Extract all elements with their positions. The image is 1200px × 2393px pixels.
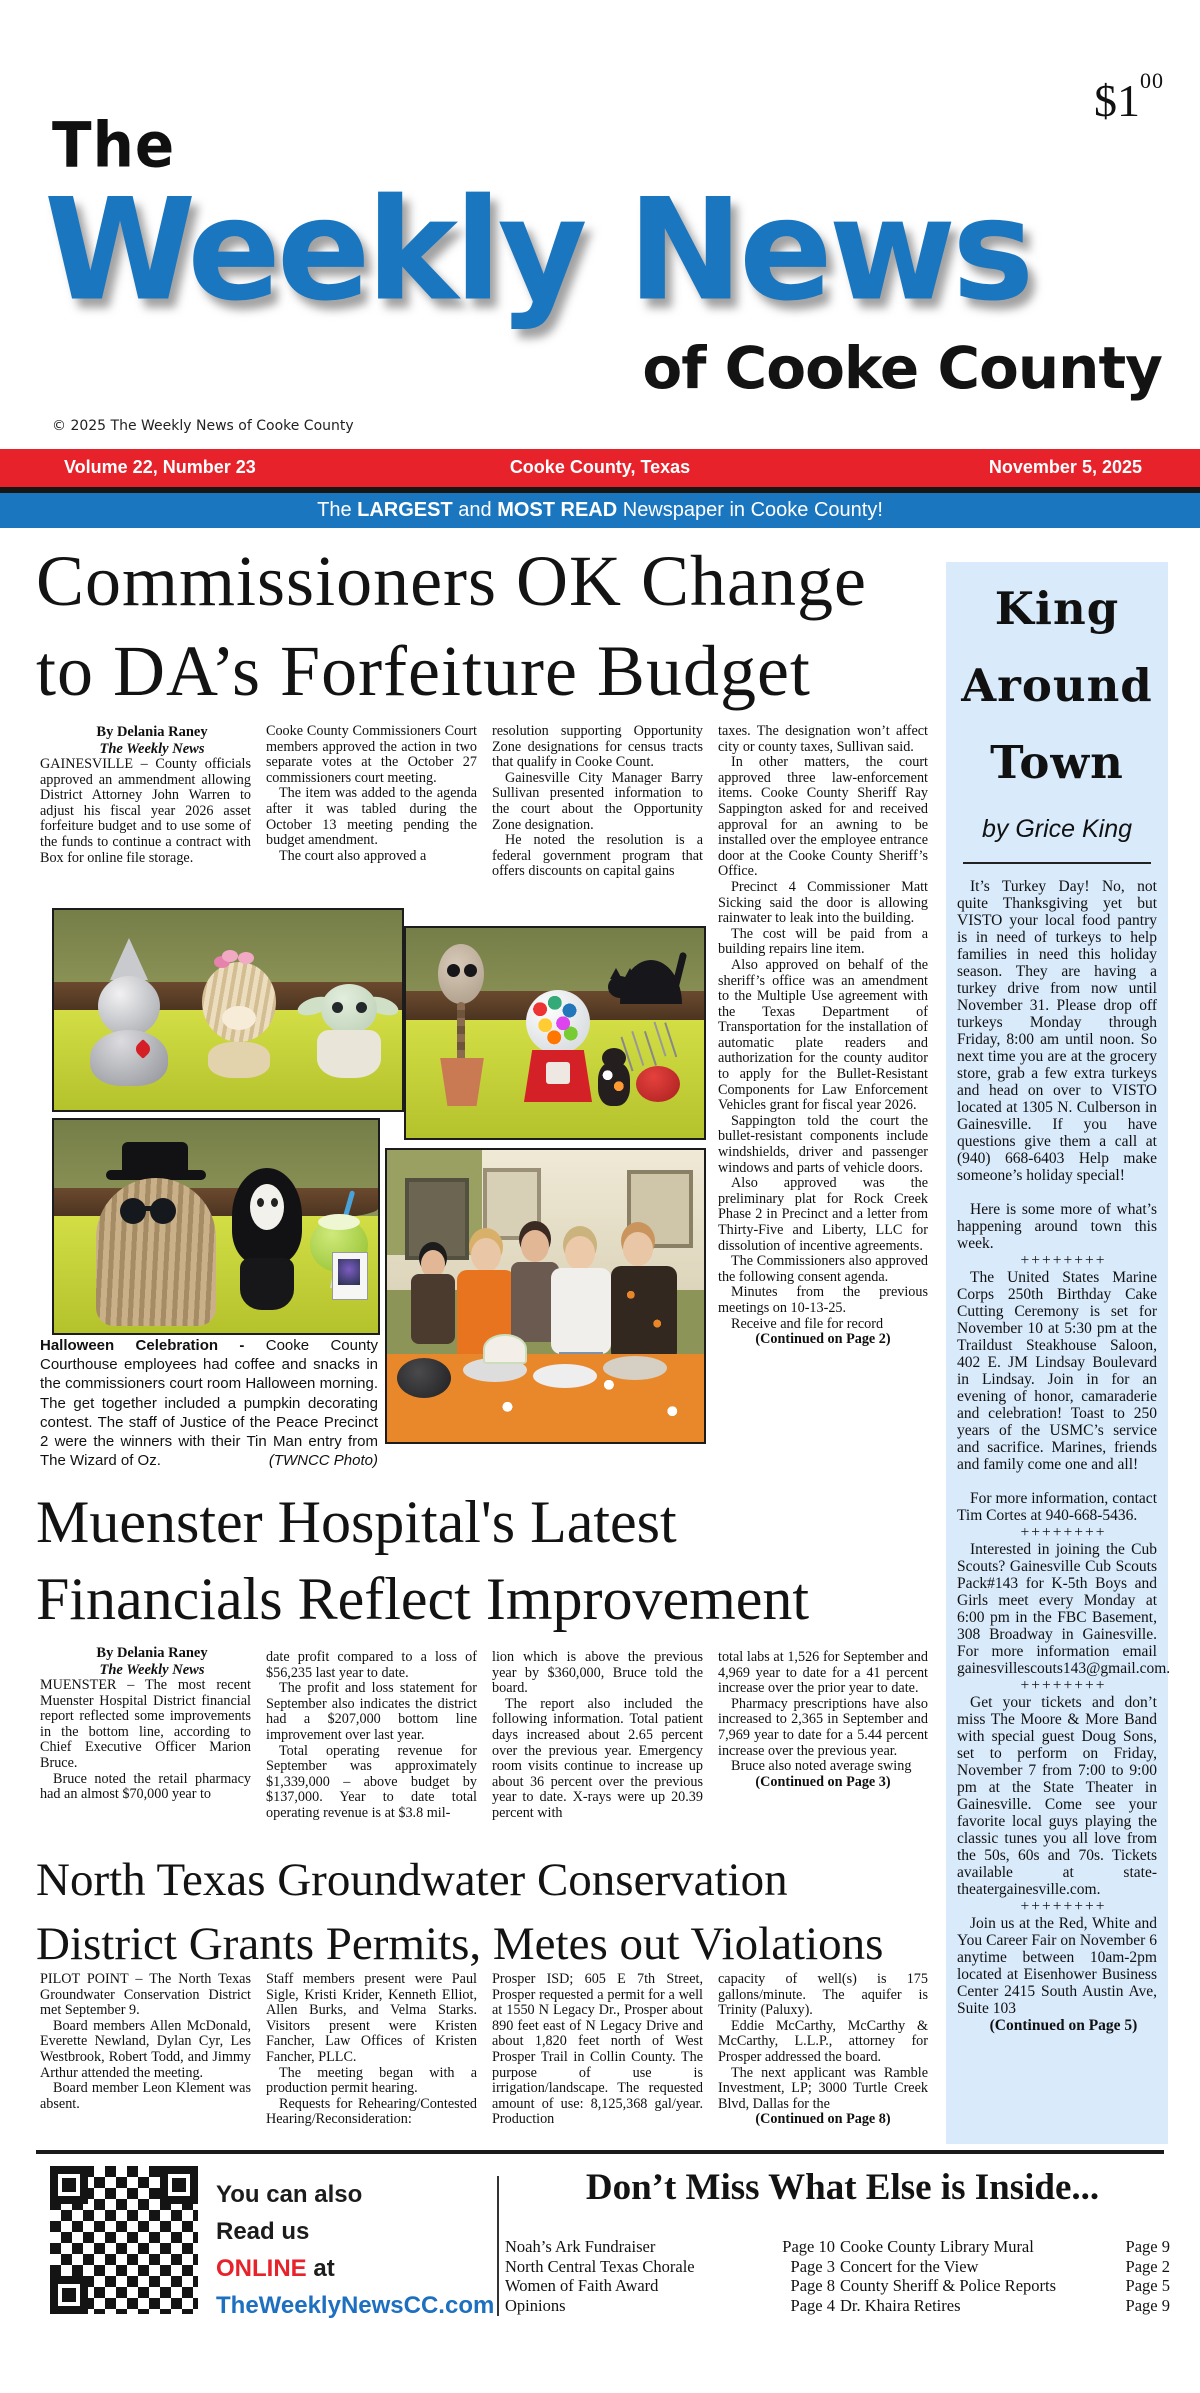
sidebar-body: [946, 870, 1171, 2034]
cousin-itt-figure: [82, 1142, 232, 1327]
top-hat-icon: [122, 1142, 188, 1172]
hospital-headline-line2: Financials Reflect Improvement: [36, 1566, 810, 1632]
photo-tin-man-table: [52, 908, 404, 1112]
inside-index-title: Don’t Miss What Else is Inside...: [585, 2167, 1100, 2208]
groundwater-paragraph: Prosper ISD; 605 E 7th Street, Prosper requested a permit for a well at 1550 N Legacy Dr., Prosper about 890 feet east of N Legacy Drive and about 1,820 feet north of West Prosper Trail in Collin County. The purpose of use is irrigation/landscape. The requested amount of use: 8,125,368 gal/year. Production: [492, 1971, 703, 2128]
sidebar-title-line1: King: [994, 582, 1120, 635]
doll-face: [222, 1006, 256, 1030]
sidebar-paragraph: It’s Turkey Day! No, not quite Thanksgiving yet but VISTO your local food pantry is in need of turkeys to help families in need this holiday season. They are having a turkey drive from now until November 31. Please drop off turkeys Monday through Friday, 8:00 am until noon. So next time you are at the grocery store, grab a few extra turkeys and head on over to VISTO located at 1305 N. Culberson in Gainesville. If you have questions give them a call at (940) 668-6403 Help make someone’s holiday special!: [957, 878, 1157, 1184]
caption-lead-in: Halloween Celebration -: [40, 1337, 245, 1354]
at-word: at: [306, 2255, 335, 2282]
groundwater-column-2: [266, 1972, 477, 2128]
lead-paragraph: He noted the resolution is a federal government program that offers discounts on capital gains: [492, 832, 703, 880]
sunglasses-icon: [120, 1198, 146, 1224]
terracotta-pot: [436, 1058, 488, 1106]
read-online-line3: [216, 2250, 494, 2287]
hospital-paragraph: The profit and loss statement for September also indicates the district had a $207,000 bottom line improvement over last year.: [266, 1680, 477, 1743]
cat-ear-left: [610, 968, 622, 979]
footer-divider: [497, 2176, 499, 2316]
gumball-label: [546, 1062, 570, 1084]
index-page: Page 9: [1125, 2237, 1170, 2256]
banner-location: Cooke County, Texas: [509, 457, 691, 477]
sidebar-separator: ++++++++: [1020, 1898, 1107, 1915]
lead-paragraph: Also approved was the preliminary plat for Rock Creek Phase 2 in Precinct and a letter from Thirty-Five and Liberty, LLC for dissolution of incentive agreements.: [718, 1175, 928, 1254]
hospital-paragraph: Bruce also noted average swing: [731, 1758, 912, 1775]
black-cat-figure: [602, 946, 692, 1016]
groundwater-paragraph: Staff members present were Paul Sigle, Kristi Krider, Kenneth Elliot, Allen Burks, and Velma Starks. Visitors present were Kristen Fancher, Law Offices of Kristen Fancher, PLLC.: [266, 1971, 477, 2065]
byline-org: The Weekly News: [99, 1661, 205, 1678]
hospital-paragraph: date profit compared to a loss of $56,235 last year to date.: [266, 1649, 477, 1681]
index-title: Opinions: [505, 2295, 566, 2315]
tin-man-figure: [84, 938, 174, 1088]
tagline-banner: [0, 493, 1200, 528]
cat-ear-right: [624, 968, 636, 979]
hospital-paragraph: lion which is above the previous year by $360,000, Bruce told the board.: [492, 1649, 703, 1697]
groundwater-column-3: [492, 1972, 703, 2128]
tin-body: [90, 1030, 168, 1086]
index-title: Women of Faith Award: [505, 2276, 659, 2295]
index-page: Page 10: [782, 2237, 835, 2256]
tagline-mid: and: [452, 499, 498, 521]
sidebar-paragraph: Interested in joining the Cub Scouts? Gainesville Cub Scouts Pack#143 for K-5th Boys and Girls meet every Monday at 6:00 pm in the FBC Basement, 308 Broadway in Gainesville. For more information email gainesvillescouts143@gmail.com.: [957, 1541, 1171, 1677]
index-page: Page 5: [1125, 2276, 1170, 2295]
yoda-head: [321, 984, 377, 1034]
hospital-column-3: [492, 1650, 703, 1822]
qr-finder-icon: [50, 2276, 88, 2314]
hospital-byline: [40, 1645, 251, 1678]
hospital-paragraph: The report also included the following information. Total patient days increased about 2.65 percent over the previous year. Emergency room visits continue to increase up about 36 percent over the previous year to date. X-rays were up 20.39 percent with: [492, 1695, 703, 1821]
floral-top-person: [611, 1266, 677, 1362]
sunglasses-bridge: [144, 1206, 166, 1211]
photo-prop-card: [332, 1252, 368, 1300]
index-title: Cooke County Library Mural: [840, 2237, 1034, 2256]
index-title: County Sheriff & Police Reports: [840, 2276, 1057, 2295]
lead-paragraph: In other matters, the court approved three law-enforcement items. Cooke County Sheriff Ray Sappington asked for and received approval for an awning to be installed over the employee entrance door at the Cooke County Sheriff’s Office.: [718, 754, 928, 880]
groundwater-headline-line1: North Texas Groundwater Conservation: [36, 1854, 788, 1906]
sidebar-paragraph: Get your tickets and don’t miss The Moore & More Band with special guest Doug Sons, set to perform on Friday, November 7 from 7:00 to 9:00 pm at the State Theater in Gainesville. Come see your favorite local guys playing the classic tunes you all love from the 50s, 60s and 70s. Tickets available at state-theatergainesville.com.: [957, 1694, 1157, 1898]
continued-notice: (Continued on Page 3): [755, 1773, 891, 1790]
index-title: North Central Texas Chorale: [505, 2256, 695, 2276]
index-row: [840, 2276, 1170, 2296]
index-row: [505, 2276, 835, 2296]
hospital-headline-line1: Muenster Hospital's Latest: [36, 1489, 677, 1555]
sidebar-paragraph: For more information, contact Tim Cortes at 940-668-5436.: [957, 1490, 1157, 1524]
cake-dome: [483, 1334, 527, 1364]
mop-doll-figure: [194, 948, 284, 1088]
lead-column-1: [40, 724, 251, 866]
lead-paragraph: Also approved on behalf of the sheriff’s office was an amendment to the Multiple Use agreement with the Texas Department of Transportation for the installation of automatic plate readers and authorization for the county auditor to apply for the Bullet-Resistant Components for Law Enforcement Vehicles grant for fiscal year 2026.: [718, 956, 928, 1114]
index-row: [505, 2296, 835, 2316]
lead-paragraph: The Commissioners also approved the following consent agenda.: [718, 1253, 928, 1285]
price-cents: 00: [1140, 68, 1164, 93]
tagline-pre: The: [317, 499, 358, 521]
sidebar-separator: ++++++++: [1020, 1677, 1107, 1694]
lead-paragraph: Gainesville City Manager Barry Sullivan presented information to the court about the Opportunity Zone designation.: [492, 769, 703, 833]
lead-paragraph: resolution supporting Opportunity Zone designations for census tracts that qualify in Cooke Count.: [492, 723, 703, 771]
lead-byline: [40, 724, 251, 757]
lead-headline-line2: to DA’s Forfeiture Budget: [36, 631, 811, 711]
price-label: $\$1^{00}$: [1094, 68, 1164, 126]
byline-name: By Delania Raney: [96, 724, 208, 740]
tin-head: [98, 976, 160, 1036]
index-row: [840, 2237, 1170, 2257]
hospital-paragraph: Total operating revenue for September was approximately $1,339,000 – above budget by $137,000. Year to date total operating revenue is at $3.8 mil-: [266, 1742, 477, 1821]
lead-paragraph: Minutes from the previous meetings on 10-13-25.: [718, 1284, 928, 1316]
index-title: Dr. Khaira Retires: [840, 2295, 961, 2315]
read-online-line1: You can also: [216, 2181, 363, 2208]
hospital-paragraph: MUENSTER – The most recent Muenster Hospital District financial report reflected some improvements in the bottom line, according to Chief Executive Officer Marion Bruce.: [40, 1677, 251, 1771]
wednesday-figure: [224, 1168, 310, 1318]
doll-head: [602, 1048, 626, 1068]
white-face: [250, 1184, 284, 1230]
photo-credit: (TWNCC Photo): [268, 1452, 378, 1470]
mop-head: [202, 962, 276, 1042]
inside-index-left: [505, 2237, 835, 2315]
groundwater-paragraph: Board member Leon Klement was absent.: [40, 2080, 251, 2112]
issue-banner: [0, 449, 1200, 487]
lead-paragraph: Receive and file for record: [731, 1315, 884, 1332]
groot-pumpkin-figure: [422, 944, 502, 1114]
issue-date: November 5, 2025: [988, 457, 1142, 477]
sidebar-paragraph: Join us at the Red, White and You Career Fair on November 6 anytime between 10am-2pm located at Eisenhower Business Center 2415 South Austin Ave, Suite 103: [957, 1915, 1157, 2017]
lead-headline: [36, 536, 867, 716]
hospital-column-4: [718, 1650, 928, 1790]
drink-foam: [318, 1214, 360, 1230]
cat-tail: [672, 952, 688, 989]
card-art: [338, 1259, 360, 1285]
lead-paragraph: The cost will be paid from a building repairs line item.: [718, 925, 928, 958]
doll-eyes: [257, 1198, 264, 1207]
hospital-paragraph: Bruce noted the retail pharmacy had an almost $70,000 year to: [40, 1770, 251, 1803]
hay-base: [208, 1042, 270, 1078]
groundwater-paragraph: The meeting began with a production permit hearing.: [266, 2064, 477, 2097]
white-sweatshirt-person: [551, 1268, 611, 1354]
website-link[interactable]: TheWeeklyNewsCC.com: [216, 2292, 495, 2319]
sidebar-byline: by Grice King: [981, 815, 1133, 843]
index-page: Page 3: [790, 2256, 835, 2276]
tagline-largest: LARGEST: [357, 499, 453, 521]
yoda-eyes: [332, 1002, 343, 1013]
groundwater-paragraph: Eddie McCarthy, McCarthy & McCarthy, L.L.P., attorney for Prosper addressed the board.: [718, 2017, 928, 2065]
lead-paragraph: Precinct 4 Commissioner Matt Sicking said the door is allowing rainwater to leak into the building.: [718, 878, 928, 927]
king-around-town-sidebar: [946, 562, 1171, 2144]
groundwater-headline-line2: District Grants Permits, Metes out Violations: [36, 1918, 884, 1970]
groundwater-column-1: [40, 1972, 251, 2112]
sidebar-separator: ++++++++: [1020, 1524, 1107, 1541]
index-row: [505, 2237, 835, 2257]
copyright-line: © 2025 The Weekly News of Cooke County: [52, 418, 354, 434]
photo-groot-gumball: [404, 926, 706, 1140]
tagline-most-read: MOST READ: [497, 499, 618, 521]
index-page: Page 9: [1125, 2295, 1170, 2315]
mop-strands: [96, 1178, 216, 1326]
photo-caption: [40, 1336, 378, 1470]
qr-finder-icon: [160, 2166, 198, 2204]
sidebar-title: [946, 570, 1168, 801]
gumball-machine-figure: [518, 990, 598, 1110]
hospital-column-1: [40, 1645, 251, 1803]
tomato-cushion: [636, 1066, 680, 1102]
groot-head: [438, 944, 484, 1004]
groundwater-paragraph: Requests for Rehearing/Contested Hearing/Reconsideration:: [266, 2095, 477, 2128]
hospital-column-2: [266, 1650, 477, 1822]
lead-paragraph: The item was added to the agenda after it was tabled during the October 13 meeting pending the budget amendment.: [266, 785, 477, 849]
qr-finder-icon: [50, 2166, 88, 2204]
background-person: [411, 1274, 455, 1344]
person-head-blonde: [471, 1238, 501, 1272]
lead-paragraph: GAINESVILLE – County officials approved an ammendment allowing District Attorney John Warren to adjust his fiscal year 2026 asset forfeiture budget and to use some of the funds to continue a contract with Box for online file storage.: [40, 756, 251, 866]
black-dress: [240, 1258, 294, 1310]
lead-headline-line1: Commissioners OK Change: [36, 541, 867, 621]
groundwater-column-4: [718, 1972, 928, 2128]
index-title: Noah’s Ark Fundraiser: [505, 2237, 656, 2256]
yoda-robe: [317, 1030, 381, 1078]
inside-index-right: [840, 2237, 1170, 2315]
qr-code: [50, 2166, 198, 2314]
gumball-dome: [526, 990, 590, 1054]
calico-cat-doll: [592, 1048, 636, 1110]
read-online-line2: Read us: [216, 2218, 310, 2245]
read-online-block: [216, 2176, 494, 2324]
group-photo-people: [387, 1220, 704, 1370]
masthead-title: Weekly News: [44, 168, 1031, 333]
groundwater-paragraph: capacity of well(s) is 175 gallons/minute. The aquifer is Trinity (Paluxy).: [718, 1971, 928, 2019]
online-word: ONLINE: [216, 2255, 307, 2282]
funnel-hat-icon: [110, 938, 148, 980]
sidebar-separator: ++++++++: [1020, 1252, 1107, 1269]
continued-notice: (Continued on Page 5): [989, 2017, 1138, 2034]
groundwater-paragraph: Board members Allen McDonald, Everette Newland, Dylan Cyr, Les Westbrook, Robert Todd, and Jimmy Arthur attended the meeting.: [40, 2017, 251, 2081]
index-row: [505, 2257, 835, 2277]
sidebar-title-line3: Town: [990, 736, 1124, 789]
index-page: Page 2: [1125, 2256, 1170, 2276]
lead-paragraph: taxes. The designation won’t affect city or county taxes, Sullivan said.: [718, 723, 928, 755]
index-title: Concert for the View: [840, 2256, 979, 2276]
crock-pot: [397, 1358, 451, 1398]
sidebar-divider: [963, 862, 1151, 864]
caption-text: Cooke County Courthouse employees had coffee and snacks in the commissioners court room Halloween morning. The get together included a pumpkin decorating contest. The staff of Justice of the Peace Precinct 2 were the winners with their Tin Man entry from The Wizard of Oz.: [40, 1337, 378, 1470]
groundwater-paragraph: The next applicant was Ramble Investment, LP; 3000 Turtle Creek Blvd, Dallas for the: [718, 2064, 928, 2112]
hospital-paragraph: total labs at 1,526 for September and 4,969 year to date for a 41 percent increase over the prior year to date.: [718, 1649, 928, 1697]
index-row: [840, 2257, 1170, 2277]
person-head-dark: [521, 1230, 549, 1262]
tagline-post: Newspaper in Cooke County!: [617, 499, 883, 521]
groot-stem: [457, 1002, 465, 1064]
person-head-auburn: [623, 1232, 653, 1266]
yoda-pumpkin-figure: [299, 972, 399, 1092]
person-head-glasses: [565, 1236, 595, 1270]
sidebar-paragraph: The United States Marine Corps 250th Birthday Cake Cutting Ceremony is set for November 10 at 5:30 pm at the Traildust Steakhouse Saloon, 402 E. JM Lindsay Boulevard in Lindsay. Join in for an evening of honor, camaraderie and celebration! Toast to 250 years of the USMC’s service and sacrifice. Marines, friends and family come one and all!: [957, 1269, 1157, 1473]
masthead-subtitle: of Cooke County: [642, 334, 1162, 402]
hospital-headline: [36, 1484, 809, 1638]
groundwater-paragraph: PILOT POINT – The North Texas Groundwater Conservation District met September 9.: [40, 1971, 251, 2019]
hospital-paragraph: Pharmacy prescriptions have also increased to 2,365 in September and 7,969 year to date for a 5.44 percent increase over the previous year.: [718, 1695, 928, 1759]
index-page: Page 8: [790, 2276, 835, 2295]
groot-eyes: [447, 964, 460, 977]
continued-notice: (Continued on Page 2): [755, 1331, 891, 1348]
byline-org: The Weekly News: [99, 740, 205, 757]
cat-head: [608, 976, 632, 998]
index-row: [840, 2296, 1170, 2316]
byline-name: By Delania Raney: [96, 1645, 208, 1661]
pink-bow-icon: [222, 950, 238, 962]
lead-paragraph: Sappington told the court the bullet-resistant components include windshields, driver and passenger windows and parts of vehicle doors.: [718, 1112, 928, 1176]
lead-column-3: [492, 724, 703, 880]
doll-body: [598, 1062, 630, 1106]
sidebar-title-line2: Around: [961, 659, 1153, 712]
lead-column-2: [266, 724, 477, 864]
index-page: Page 4: [790, 2295, 835, 2315]
lead-paragraph: Cooke County Commissioners Court members approved the action in two separate votes at the October 27 commissioners court meeting.: [266, 723, 477, 786]
masthead-the: The: [52, 108, 176, 182]
photo-group-celebration: [385, 1148, 706, 1444]
photo-cousin-itt: [52, 1118, 380, 1335]
footer-rule: [36, 2150, 1164, 2154]
continued-notice: (Continued on Page 8): [755, 2111, 891, 2128]
lead-paragraph: The court also approved a: [279, 847, 427, 864]
sidebar-paragraph: Here is some more of what’s happening around town this week.: [957, 1201, 1157, 1252]
groundwater-headline: [36, 1848, 883, 1976]
lead-column-4: [718, 724, 928, 1348]
volume-number: Volume 22, Number 23: [64, 457, 256, 477]
